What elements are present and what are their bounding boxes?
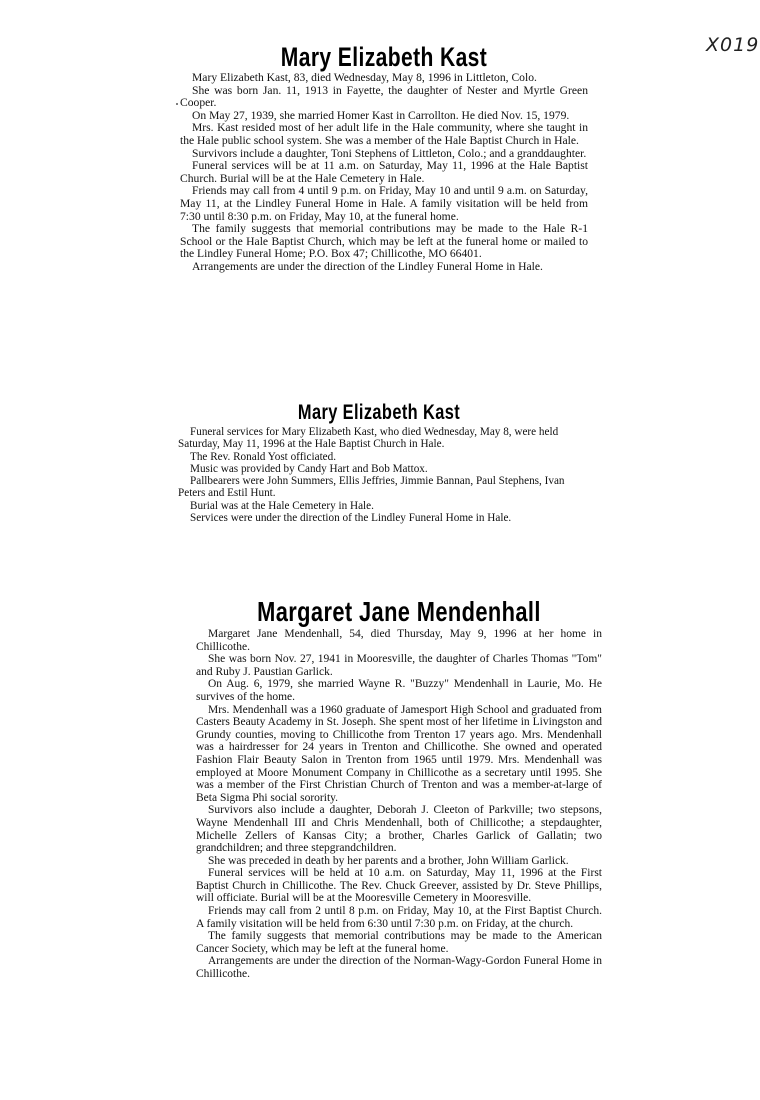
obituary-title: Mary Elizabeth Kast	[280, 42, 488, 72]
obituary-paragraph: Funeral services will be at 11 a.m. on Saturday, May 11, 1996 at the Hale Baptist Church. Burial will be at the Hale Cemetery in Hale.	[180, 159, 588, 185]
obituary-paragraph: Music was provided by Candy Hart and Bob Mattox.	[190, 462, 428, 475]
obituary-paragraph: Mary Elizabeth Kast, 83, died Wednesday, May 8, 1996 in Littleton, Colo.	[192, 71, 537, 84]
obituary-paragraph: Survivors also include a daughter, Deborah J. Cleeton of Parkville; two stepsons, Wayne Mendenhall III and Chris Mendenhall, both of Chillicothe; a stepdaughter, Michelle Zellers of Kansas City; a brother, Charles Garlick of Gallatin; two grandchildren; and three stepgrandchildren.	[196, 804, 602, 855]
obituary-paragraph: Survivors include a daughter, Toni Stephens of Littleton, Colo.; and a granddaughter.	[192, 146, 587, 160]
obituary-paragraph: She was born Nov. 27, 1941 in Mooresville, the daughter of Charles Thomas "Tom" and Ruby J. Paustian Garlick.	[196, 653, 602, 678]
obituary-paragraph: Arrangements are under the direction of the Norman-Wagy-Gordon Funeral Home in Chillicothe.	[196, 955, 602, 981]
obituary-margaret-jane-mendenhall	[196, 596, 602, 981]
obituary-paragraph: Pallbearers were John Summers, Ellis Jeffries, Jimmie Bannan, Paul Stephens, Ivan Peters and Estil Hunt.	[178, 475, 565, 500]
obituary-paragraph: Friends may call from 2 until 8 p.m. on Friday, May 10, at the First Baptist Church. A family visitation will be held from 6:30 until 7:30 p.m. on Friday, at the church.	[196, 905, 602, 930]
obituary-paragraph: On May 27, 1939, she married Homer Kast in Carrollton. He died Nov. 15, 1979.	[192, 108, 570, 122]
obituary-paragraph: Margaret Jane Mendenhall, 54, died Thursday, May 9, 1996 at her home in Chillicothe.	[196, 628, 602, 653]
obituary-paragraph: Funeral services for Mary Elizabeth Kast, who died Wednesday, May 8, were held Saturday, May 11, 1996 at the Hale Baptist Church in Hale.	[178, 426, 559, 451]
obituary-paragraph: The Rev. Ronald Yost officiated.	[190, 450, 337, 463]
obituary-paragraph: Friends may call from 4 until 9 p.m. on Friday, May 10 and until 9 a.m. on Saturday, May 11, at the Lindley Funeral Home in Hale. A family visitation will be held from 7:30 until 8:30 p.m. on Friday, May 10, at the funeral home.	[180, 184, 588, 223]
handwritten-annotation: X019	[706, 34, 760, 56]
obituary-paragraph: Mrs. Mendenhall was a 1960 graduate of Jamesport High School and graduated from Casters Beauty Academy in St. Joseph. She spent most of her lifetime in Livingston and Grundy counties, moving to Chillicothe from Trenton 17 years ago. Mrs. Mendenhall was a hairdresser for 24 years in Trenton and Chillicothe. She owned and operated Fashion Flair Beauty Salon in Trenton from 1965 until 1979. Mrs. Mendenhall was employed at Moore Monument Company in Chillicothe as a secretary until 1995. She was a member of the First Christian Church of Trenton and was a member-at-large of Beta Sigma Phi social sorority.	[196, 703, 602, 804]
obituary-paragraph: She was born Jan. 11, 1913 in Fayette, the daughter of Nester and Myrtle Green Cooper.	[180, 83, 588, 110]
obituary-paragraph: Arrangements are under the direction of the Lindley Funeral Home in Hale.	[192, 259, 543, 273]
obituary-paragraph: The family suggests that memorial contributions may be made to the Hale R-1 School or the Hale Baptist Church, which may be left at the funeral home or mailed to the Lindley Funeral Home; P.O. Box 47; Chillicothe, MO 66401.	[180, 222, 588, 261]
obituary-title: Margaret Jane Mendenhall	[257, 596, 541, 627]
obituary-paragraph: Burial was at the Hale Cemetery in Hale.	[190, 499, 374, 512]
funeral-notice-mary-elizabeth-kast	[178, 401, 580, 524]
obituary-paragraph: On Aug. 6, 1979, she married Wayne R. "Buzzy" Mendenhall in Laurie, Mo. He survives of the home.	[196, 678, 602, 703]
obituary-paragraph: Funeral services will be held at 10 a.m. on Saturday, May 11, 1996 at the First Baptist Church in Chillicothe. The Rev. Chuck Greever, assisted by Dr. Steve Phillips, will officiate. Burial will be at the Mooresville Cemetery in Mooresville.	[196, 867, 602, 905]
obituary-paragraph: The family suggests that memorial contributions may be made to the American Cancer Society, which may be left at the funeral home.	[196, 930, 602, 955]
obituary-paragraph: Services were under the direction of the Lindley Funeral Home in Hale.	[190, 512, 512, 525]
obituary-paragraph: She was preceded in death by her parents and a brother, John William Garlick.	[208, 854, 569, 867]
obituary-title: Mary Elizabeth Kast	[297, 401, 461, 424]
obituary-paragraph: Mrs. Kast resided most of her adult life in the Hale community, where she taught in the Hale public school system. She was a member of the Hale Baptist Church in Hale.	[180, 121, 588, 147]
obituary-mary-elizabeth-kast	[180, 42, 588, 274]
scan-speck	[176, 103, 178, 105]
